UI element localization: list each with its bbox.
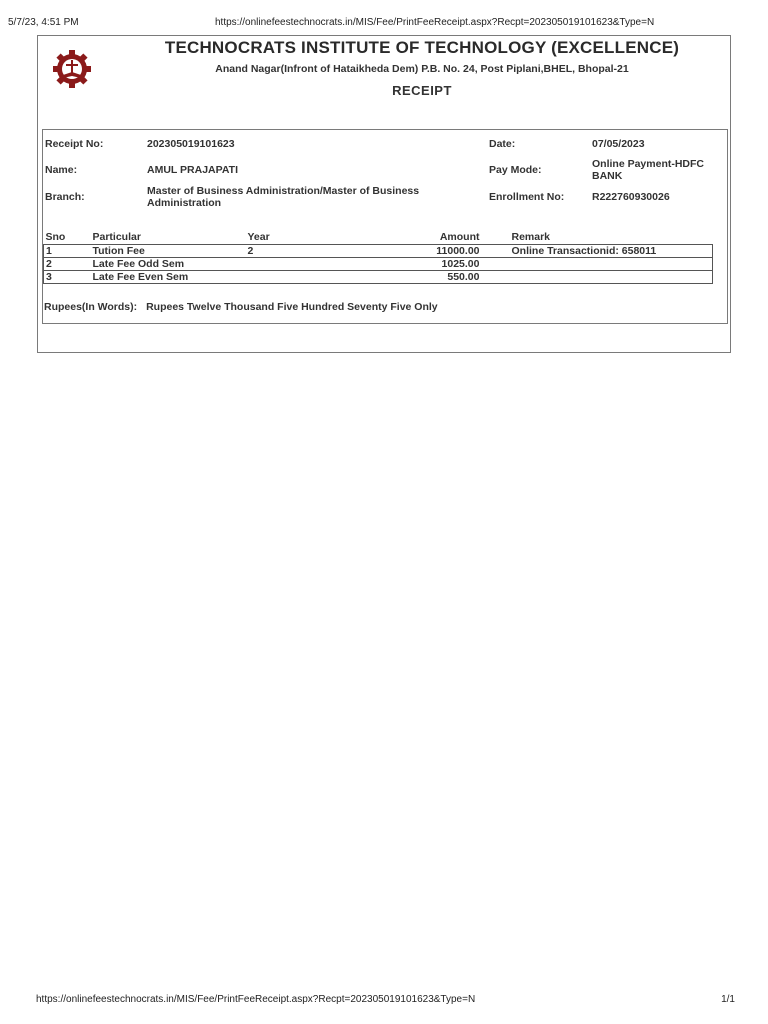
col-year: Year bbox=[247, 230, 270, 243]
col-amount: Amount bbox=[439, 230, 480, 243]
cell-particular: Tution Fee bbox=[92, 245, 145, 257]
cell-sno: 1 bbox=[46, 245, 52, 257]
pay-mode-value-line1: Online Payment-HDFC bbox=[592, 158, 705, 170]
table-row bbox=[44, 258, 713, 271]
pay-mode-label: Pay Mode: bbox=[489, 164, 542, 176]
print-url: https://onlinefeestechnocrats.in/MIS/Fee/PrintFeeReceipt.aspx?Recpt=202305019101623&Type=N bbox=[215, 17, 655, 28]
amount-in-words-label: Rupees(In Words): bbox=[44, 301, 138, 313]
date-label: Date: bbox=[489, 138, 516, 150]
cell-year bbox=[246, 258, 358, 271]
cell-particular: Late Fee Odd Sem bbox=[92, 258, 185, 270]
institute-name: TECHNOCRATS INSTITUTE OF TECHNOLOGY (EXCELLENCE) bbox=[164, 38, 680, 57]
cell-amount: 1025.00 bbox=[441, 258, 480, 270]
col-sno: Sno bbox=[45, 230, 66, 243]
fee-table bbox=[43, 229, 713, 284]
cell-year: 2 bbox=[247, 245, 254, 257]
cell-sno: 2 bbox=[46, 258, 52, 270]
col-remark: Remark bbox=[511, 230, 551, 243]
enrollment-label: Enrollment No: bbox=[489, 191, 565, 203]
cell-remark bbox=[510, 258, 713, 271]
fee-table-header bbox=[44, 229, 713, 245]
page-number: 1/1 bbox=[721, 994, 735, 1005]
institute-address: Anand Nagar(Infront of Hataikheda Dem) P.B. No. 24, Post Piplani,BHEL, Bhopal-21 bbox=[215, 63, 629, 75]
print-footer bbox=[0, 994, 768, 1008]
table-row bbox=[44, 245, 713, 258]
print-header bbox=[0, 17, 768, 31]
branch-value-line1: Master of Business Administration/Master of Business bbox=[147, 185, 420, 197]
print-timestamp: 5/7/23, 4:51 PM bbox=[8, 17, 79, 28]
cell-sno: 3 bbox=[46, 271, 52, 283]
amount-in-words-value: Rupees Twelve Thousand Five Hundred Seventy Five Only bbox=[146, 301, 438, 313]
receipt-no-value: 202305019101623 bbox=[147, 138, 235, 150]
receipt-title: RECEIPT bbox=[392, 83, 452, 98]
receipt-no-label: Receipt No: bbox=[45, 138, 104, 150]
table-row bbox=[44, 271, 713, 284]
cell-particular: Late Fee Even Sem bbox=[92, 271, 189, 283]
cell-year bbox=[246, 271, 358, 284]
amount-in-words bbox=[44, 301, 438, 313]
col-particular: Particular bbox=[92, 230, 141, 243]
branch-value-line2: Administration bbox=[147, 197, 222, 209]
cell-amount: 550.00 bbox=[447, 271, 480, 283]
pay-mode-value-line2: BANK bbox=[592, 170, 623, 182]
cell-amount: 11000.00 bbox=[436, 245, 480, 257]
gear-book-emblem-icon bbox=[52, 49, 92, 89]
footer-url: https://onlinefeestechnocrats.in/MIS/Fee/PrintFeeReceipt.aspx?Recpt=202305019101623&Type=N bbox=[36, 994, 476, 1005]
name-value: AMUL PRAJAPATI bbox=[147, 164, 239, 176]
branch-label: Branch: bbox=[45, 191, 85, 203]
cell-remark bbox=[510, 271, 713, 284]
enrollment-value: R222760930026 bbox=[592, 191, 670, 203]
cell-remark: Online Transactionid: 658011 bbox=[511, 245, 657, 257]
date-value: 07/05/2023 bbox=[592, 138, 645, 150]
name-label: Name: bbox=[45, 164, 78, 176]
